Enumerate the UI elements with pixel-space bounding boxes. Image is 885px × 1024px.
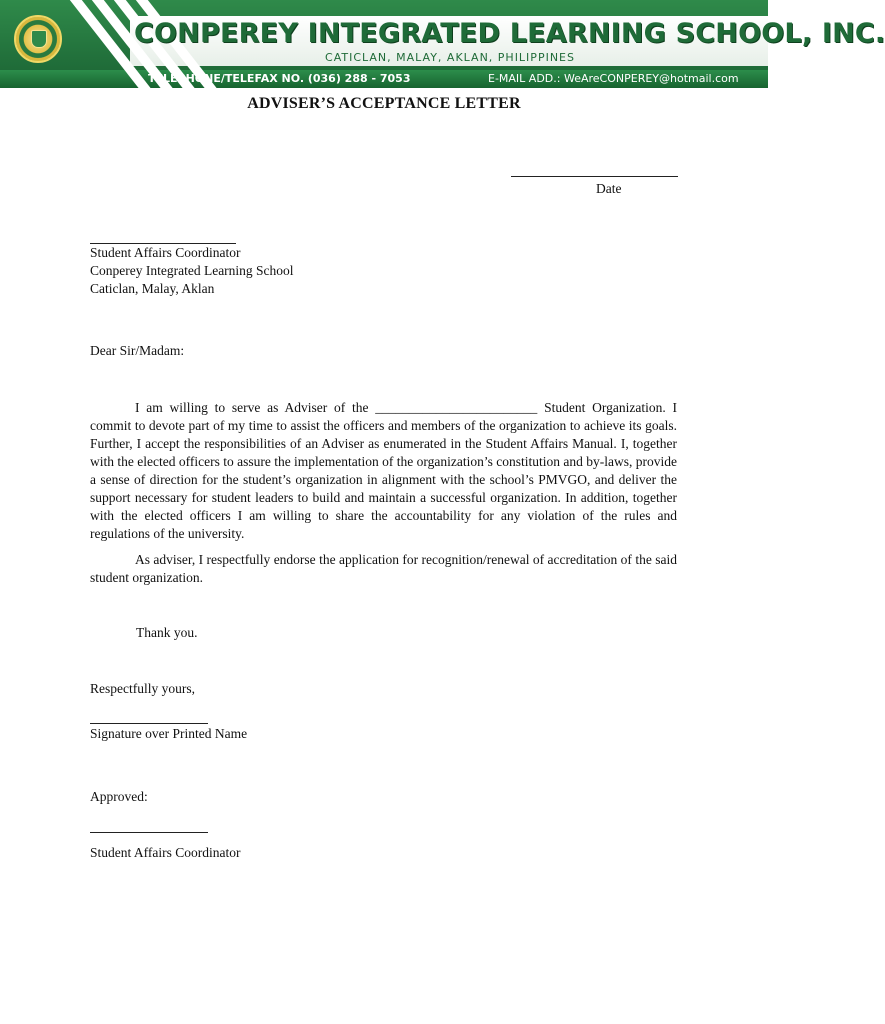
thank-you: Thank you.	[136, 625, 198, 640]
body-paragraph-1-text: I am willing to serve as Adviser of the ________________________ Student Organization. I commit to devote part of my time to assist the officers and members of the organization to achieve its goals. Further, I accept the responsibilities of an Adviser as enumerated in the Student Affairs Manual. I, together with the elected officers to assure the implementation of the organization’s constitution and by-laws, provide a sense of direction for the student’s organization in alignment with the school’s PMVGO, and deliver the support necessary for student leaders to build and maintain a successful organization. In addition, together with the elected officers I am willing to share the accountability for any violation of the rules and regulations of the university.	[90, 400, 677, 541]
school-name: CONPEREY INTEGRATED LEARNING SCHOOL, INC.	[134, 18, 885, 49]
approver-blank-line	[90, 832, 208, 833]
letter-title: ADVISER’S ACCEPTANCE LETTER	[247, 95, 521, 112]
signature-label: Signature over Printed Name	[90, 726, 248, 741]
body-paragraph-2-text: As adviser, I respectfully endorse the application for recognition/renewal of accreditation of the said student organization.	[90, 552, 677, 585]
school-email: E-MAIL ADD.: WeAreCONPEREY@hotmail.com	[488, 72, 739, 85]
approver-label: Student Affairs Coordinator	[90, 845, 241, 860]
signature-blank-line	[90, 723, 208, 724]
school-seal-icon	[14, 15, 62, 63]
recipient-school: Conperey Integrated Learning School	[90, 263, 294, 278]
school-location: CATICLAN, MALAY, AKLAN, PHILIPPINES	[325, 51, 575, 64]
body-paragraph-2	[90, 551, 677, 587]
date-label: Date	[596, 181, 622, 196]
recipient-title: Student Affairs Coordinator	[90, 245, 241, 260]
recipient-name-blank-line	[90, 243, 236, 244]
recipient-address: Caticlan, Malay, Aklan	[90, 281, 215, 296]
school-phone: TELEPHONE/TELEFAX NO. (036) 288 - 7053	[148, 72, 411, 85]
salutation: Dear Sir/Madam:	[90, 343, 185, 358]
letterhead	[0, 0, 885, 88]
approved-label: Approved:	[90, 789, 148, 804]
date-blank-line	[511, 176, 678, 177]
closing: Respectfully yours,	[90, 681, 195, 696]
body-paragraph-1	[90, 399, 677, 543]
